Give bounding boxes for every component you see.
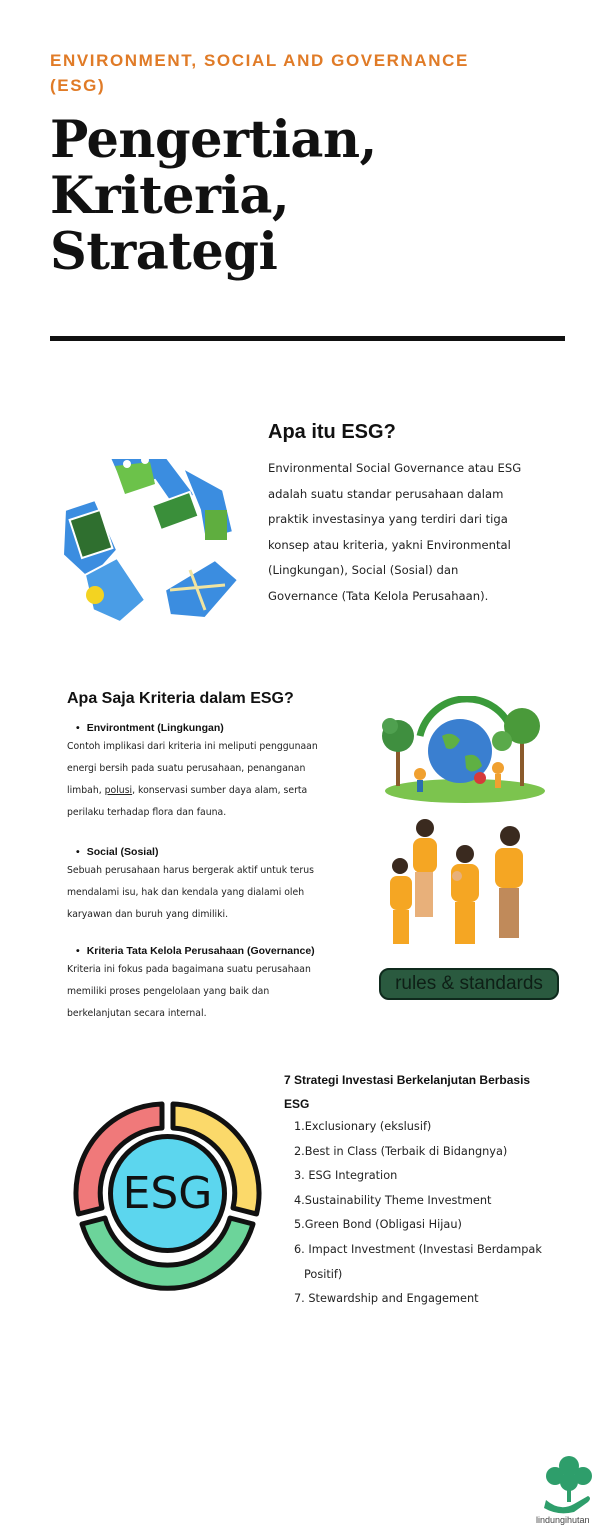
strategy-title-line-1: 7 Strategi Investasi Berkelanjutan Berbasis: [284, 1073, 531, 1087]
what-is-line: (Lingkungan), Social (Sosial) dan: [268, 563, 459, 577]
list-item-continuation: Positif): [304, 1267, 343, 1281]
kicker: [50, 48, 570, 98]
page-title: [50, 112, 570, 280]
kicker-line-2: (ESG): [50, 76, 106, 95]
criteria-governance-text: [67, 959, 367, 1025]
kicker-line-1: ENVIRONMENT, SOCIAL AND GOVERNANCE: [50, 51, 469, 70]
what-is-line: konsep atau kriteria, yakni Environmental: [268, 537, 511, 552]
recycle-energy-illustration: [55, 440, 245, 630]
brand-name: lindungihutan: [536, 1515, 590, 1525]
what-is-line: Environmental Social Governance atau ESG: [268, 461, 522, 475]
text-line: [67, 780, 367, 802]
lindungihutan-logo: [540, 1452, 598, 1514]
title-line-3: Strategi: [50, 222, 278, 282]
what-is-line: Governance (Tata Kelola Perusahaan).: [268, 588, 489, 603]
title-line-1: Pengertian,: [50, 110, 377, 170]
text-line: Kriteria ini fokus pada bagaimana suatu perusahaan: [67, 964, 311, 975]
what-is-line: adalah suatu standar perusahaan dalam: [268, 486, 504, 501]
text-line: karyawan dan buruh yang dimiliki.: [67, 909, 229, 920]
criteria-environment: [67, 722, 367, 824]
criteria-title: Apa Saja Kriteria dalam ESG?: [67, 690, 294, 707]
esg-logo-text: ESG: [122, 1168, 213, 1219]
list-item: 1.Exclusionary (ekslusif): [294, 1120, 432, 1133]
list-item: 4.Sustainability Theme Investment: [294, 1193, 492, 1207]
list-item: 6. Impact Investment (Investasi Berdampak: [294, 1242, 542, 1256]
criteria-social-text: [67, 860, 367, 926]
what-is-line: praktik investasinya yang terdiri dari tiga: [268, 512, 508, 526]
text-line: memiliki proses pengelolaan yang baik dan: [67, 986, 270, 997]
text-line: berkelanjutan secara internal.: [67, 1008, 207, 1019]
criteria-social-heading: • Social (Sosial): [67, 846, 367, 858]
text-line: energi bersih pada suatu perusahaan, penanganan: [67, 763, 306, 774]
title-line-2: Kriteria,: [50, 166, 290, 226]
strategy-list: [284, 1115, 584, 1312]
text-fragment: , konservasi sumber daya alam, serta: [132, 785, 308, 796]
earth-nature-illustration: [380, 696, 550, 808]
strategy-title-line-2: ESG: [284, 1097, 310, 1111]
list-item: 2.Best in Class (Terbaik di Bidangnya): [294, 1144, 508, 1158]
rules-standards-badge: rules & standards: [379, 968, 559, 1000]
what-is-esg-body: [268, 456, 568, 609]
text-line: Sebuah perusahaan harus bergerak aktif untuk terus: [67, 865, 314, 876]
text-fragment: limbah,: [67, 785, 105, 796]
text-line: perilaku terhadap flora dan fauna.: [67, 807, 227, 818]
underlined-word: polusi: [104, 785, 133, 796]
list-item: 7. Stewardship and Engagement: [294, 1292, 479, 1306]
criteria-environment-text: [67, 736, 367, 824]
criteria-social: [67, 846, 367, 926]
criteria-environment-heading: • Environtment (Lingkungan): [67, 722, 367, 734]
list-item: 5.Green Bond (Obligasi Hijau): [294, 1218, 462, 1232]
team-hands-illustration: [385, 814, 530, 949]
criteria-governance-heading: • Kriteria Tata Kelola Perusahaan (Governance): [67, 945, 367, 957]
criteria-governance: [67, 945, 367, 1025]
divider: [50, 336, 565, 341]
esg-circle-logo: [70, 1096, 265, 1291]
strategy-title: [284, 1068, 574, 1116]
what-is-esg-title: Apa itu ESG?: [268, 421, 396, 443]
text-line: Contoh implikasi dari kriteria ini meliputi penggunaan: [67, 741, 318, 752]
text-line: mendalami isu, hak dan kendala yang dialami oleh: [67, 887, 305, 898]
list-item: 3. ESG Integration: [294, 1169, 398, 1183]
